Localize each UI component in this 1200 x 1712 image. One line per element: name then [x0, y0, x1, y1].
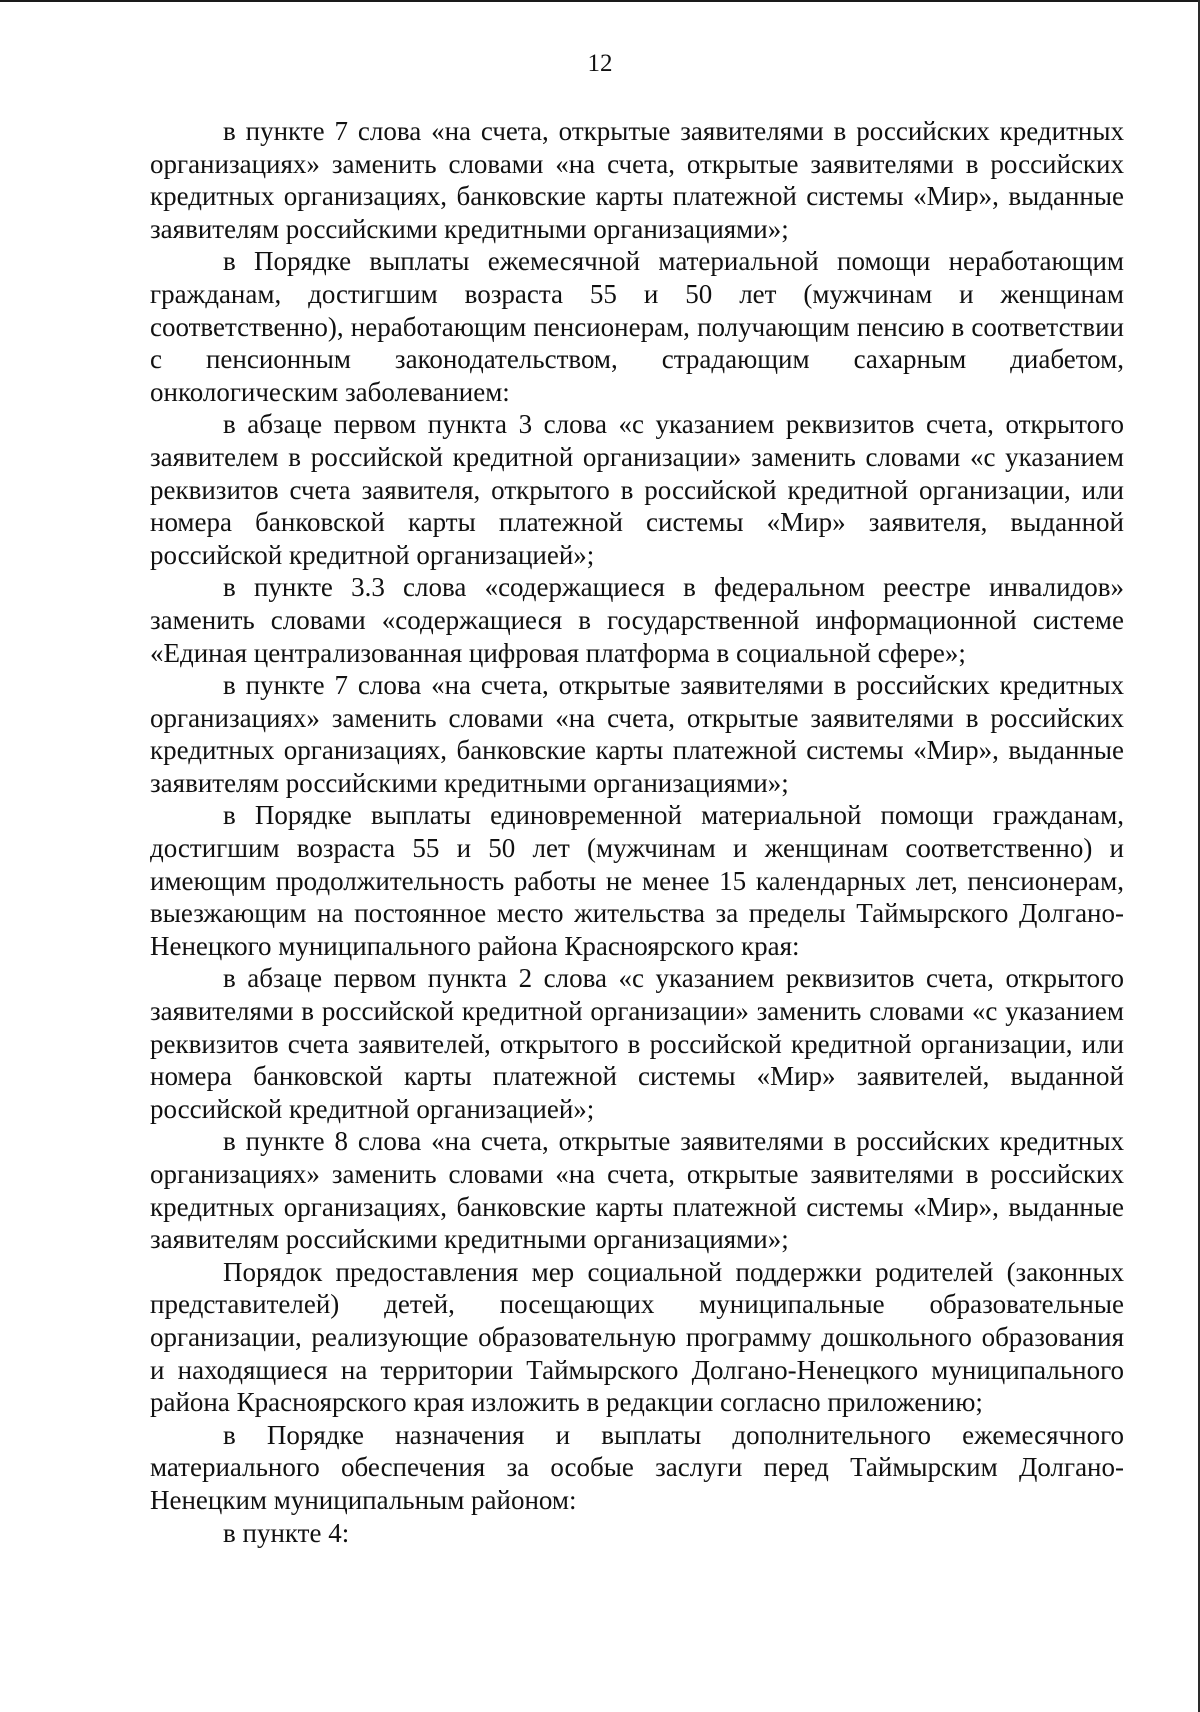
paragraph: в абзаце первом пункта 3 слова «с указанием реквизитов счета, открытого заявителем в российской кредитной организации» заменить словами «с указанием реквизитов счета заявителя, открытого в российской кредитной организации, или номера банковской карты платежной системы «Мир» заявителя, выданной российской кредитной организацией»; [150, 409, 1124, 570]
page-number: 12 [587, 50, 613, 77]
paragraph: в пункте 4: [223, 1517, 350, 1548]
scan-edge-top [0, 0, 1200, 2]
paragraph: в пункте 7 слова «на счета, открытые заявителями в российских кредитных организациях» заменить словами «на счета, открытые заявителями в российских кредитных организациях, банковские карты платежной системы «Мир», выданные заявителям российскими кредитными организациями»; [150, 116, 1124, 244]
paragraph: в абзаце первом пункта 2 слова «с указанием реквизитов счета, открытого заявителями в российской кредитной организации» заменить словами «с указанием реквизитов счета заявителей, открытого в российской кредитной организации, или номера банковской карты платежной системы «Мир» заявителей, выданной российской кредитной организацией»; [150, 963, 1124, 1124]
paragraph: в Порядке выплаты ежемесячной материальной помощи неработающим гражданам, достигшим возраста 55 и 50 лет (мужчинам и женщинам соответственно), неработающим пенсионерам, получающим пенсию в соответствии с пенсионным законодательством, страдающим сахарным диабетом, онкологическим заболеванием: [150, 246, 1124, 407]
paragraph: Порядок предоставления мер социальной поддержки родителей (законных представителей) детей, посещающих муниципальные образовательные организации, реализующие образовательную программу дошкольного образования и находящиеся на территории Таймырского Долгано-Ненецкого муниципального района Красноярского края изложить в редакции согласно приложению; [150, 1256, 1124, 1418]
paragraph: в Порядке назначения и выплаты дополнительного ежемесячного материального обеспечения за особые заслуги перед Таймырским Долгано-Ненецким муниципальным районом: [150, 1419, 1124, 1515]
paragraph: в пункте 3.3 слова «содержащиеся в федеральном реестре инвалидов» заменить словами «содержащиеся в государственной информационной системе «Единая централизованная цифровая платформа в социальной сфере»; [150, 572, 1124, 668]
paragraph: в Порядке выплаты единовременной материальной помощи гражданам, достигшим возраста 55 и 50 лет (мужчинам и женщинам соответственно) и имеющим продолжительность работы не менее 15 календарных лет, пенсионерам, выезжающим на постоянное место жительства за пределы Таймырского Долгано-Ненецкого муниципального района Красноярского края: [150, 800, 1124, 961]
paragraph: в пункте 8 слова «на счета, открытые заявителями в российских кредитных организациях» заменить словами «на счета, открытые заявителями в российских кредитных организациях, банковские карты платежной системы «Мир», выданные заявителям российскими кредитными организациями»; [150, 1126, 1124, 1255]
document-body [150, 115, 1124, 1549]
paragraph: в пункте 7 слова «на счета, открытые заявителями в российских кредитных организациях» заменить словами «на счета, открытые заявителями в российских кредитных организациях, банковские карты платежной системы «Мир», выданные заявителям российскими кредитными организациями»; [150, 670, 1124, 798]
